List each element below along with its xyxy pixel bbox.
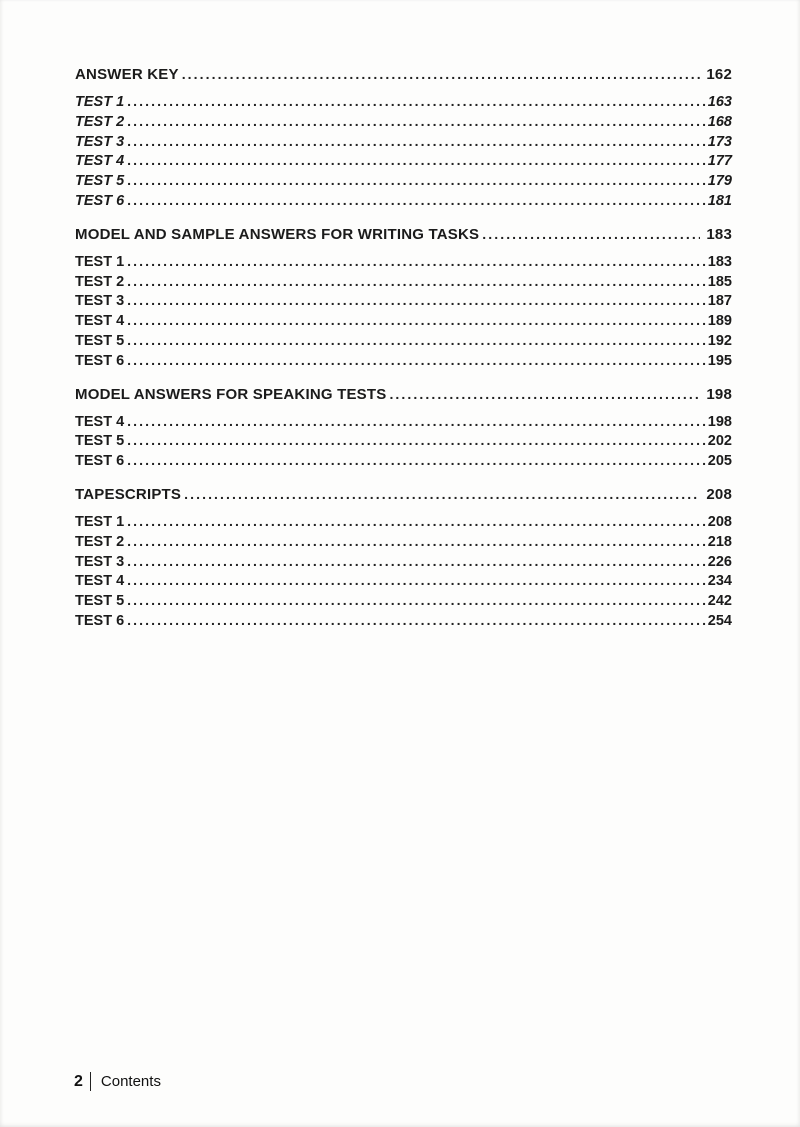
entry-page-number: 163	[707, 94, 732, 110]
dot-leader	[127, 291, 706, 311]
toc-entry	[75, 532, 732, 552]
toc-entry	[75, 272, 732, 292]
entry-label: TEST 5	[75, 593, 125, 610]
toc-section	[75, 384, 732, 471]
entry-page-number: 179	[707, 173, 732, 190]
dot-leader	[127, 311, 706, 331]
toc-section-heading	[75, 64, 732, 85]
entry-page-number: 189	[707, 313, 732, 330]
entry-page-number: 173	[707, 133, 732, 150]
dot-leader	[184, 484, 700, 505]
toc-entry	[75, 351, 732, 371]
dot-leader	[127, 252, 706, 272]
entry-label: TEST 6	[75, 612, 125, 629]
toc-entries	[75, 92, 732, 211]
entry-page-number: 234	[707, 573, 732, 590]
footer-divider	[90, 1072, 91, 1091]
page-footer	[74, 1072, 161, 1091]
toc-section	[75, 64, 732, 211]
toc-entry	[75, 512, 732, 532]
toc-section-heading	[75, 484, 732, 505]
entry-page-number: 254	[707, 612, 732, 629]
entry-page-number: 181	[707, 192, 732, 209]
footer-page-number: 2	[74, 1072, 83, 1090]
entry-page-number: 226	[707, 553, 732, 570]
section-title: MODEL AND SAMPLE ANSWERS FOR WRITING TASKS	[75, 225, 480, 243]
entry-label: TEST 3	[75, 553, 125, 570]
dot-leader	[127, 512, 706, 532]
entry-page-number: 195	[707, 352, 732, 369]
toc-section	[75, 224, 732, 371]
entry-page-number: 242	[707, 593, 732, 610]
dot-leader	[389, 384, 700, 405]
dot-leader	[127, 112, 706, 132]
entry-page-number: 185	[707, 273, 732, 290]
entry-page-number: 208	[707, 513, 732, 530]
entry-label: TEST 3	[75, 133, 125, 150]
toc-entry	[75, 252, 732, 272]
toc-entry	[75, 311, 732, 331]
toc-entries	[75, 412, 732, 471]
entry-page-number: 205	[707, 453, 732, 470]
entry-label: TEST 1	[75, 253, 125, 270]
dot-leader	[127, 132, 706, 152]
dot-leader	[127, 591, 706, 611]
toc-entries	[75, 512, 732, 631]
dot-leader	[127, 92, 706, 112]
dot-leader	[127, 431, 706, 451]
toc-entry	[75, 132, 732, 152]
toc-entry	[75, 552, 732, 572]
entry-label: TEST 2	[75, 273, 125, 290]
dot-leader	[127, 331, 706, 351]
dot-leader	[127, 191, 706, 211]
entry-page-number: 198	[707, 413, 732, 430]
section-page-number: 183	[706, 225, 732, 243]
table-of-contents	[75, 64, 732, 644]
entry-page-number: 218	[707, 533, 732, 550]
dot-leader	[127, 552, 706, 572]
entry-page-number: 183	[707, 253, 732, 270]
entry-label: TEST 6	[75, 453, 125, 470]
toc-entry	[75, 291, 732, 311]
section-page-number: 208	[706, 485, 732, 503]
section-page-number: 198	[706, 385, 732, 403]
entry-label: TEST 6	[75, 192, 125, 209]
entry-label: TEST 4	[75, 573, 125, 590]
entry-page-number: 202	[707, 433, 732, 450]
entry-page-number: 192	[707, 332, 732, 349]
dot-leader	[127, 571, 706, 591]
section-title: ANSWER KEY	[75, 66, 179, 83]
toc-section-heading	[75, 384, 732, 405]
entry-page-number: 187	[707, 293, 732, 310]
entry-label: TEST 4	[75, 413, 125, 430]
dot-leader	[127, 532, 706, 552]
entry-label: TEST 4	[75, 153, 125, 170]
dot-leader	[482, 224, 700, 245]
entry-label: TEST 6	[75, 352, 125, 369]
entry-page-number: 177	[707, 153, 732, 170]
toc-entry	[75, 451, 732, 471]
dot-leader	[127, 412, 706, 432]
dot-leader	[127, 272, 706, 292]
toc-entry	[75, 112, 732, 132]
toc-entries	[75, 252, 732, 371]
section-title: TAPESCRIPTS	[75, 485, 182, 503]
toc-entry	[75, 591, 732, 611]
toc-section	[75, 484, 732, 631]
entry-label: TEST 1	[75, 513, 125, 530]
dot-leader	[182, 64, 701, 85]
toc-entry	[75, 431, 732, 451]
section-page-number: 162	[706, 66, 732, 83]
toc-entry	[75, 171, 732, 191]
entry-label: TEST 2	[75, 533, 125, 550]
dot-leader	[127, 171, 706, 191]
toc-entry	[75, 331, 732, 351]
toc-section-heading	[75, 224, 732, 245]
entry-label: TEST 5	[75, 332, 125, 349]
footer-section-label: Contents	[100, 1073, 161, 1090]
toc-entry	[75, 92, 732, 112]
toc-entry	[75, 611, 732, 631]
toc-entry	[75, 571, 732, 591]
entry-page-number: 168	[707, 113, 732, 130]
dot-leader	[127, 451, 706, 471]
toc-entry	[75, 412, 732, 432]
entry-label: TEST 4	[75, 313, 125, 330]
dot-leader	[127, 611, 706, 631]
entry-label: TEST 5	[75, 433, 125, 450]
section-title: MODEL ANSWERS FOR SPEAKING TESTS	[75, 385, 387, 403]
entry-label: TEST 3	[75, 293, 125, 310]
entry-label: TEST 1	[75, 94, 125, 110]
entry-label: TEST 5	[75, 173, 125, 190]
dot-leader	[127, 351, 706, 371]
entry-label: TEST 2	[75, 113, 125, 130]
dot-leader	[127, 151, 706, 171]
toc-entry	[75, 151, 732, 171]
toc-entry	[75, 191, 732, 211]
